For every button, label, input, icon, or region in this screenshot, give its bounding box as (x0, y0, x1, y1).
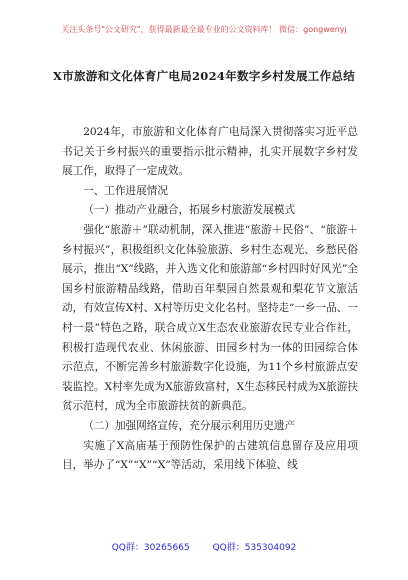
document-title: X市旅游和文化体育广电局2024年数字乡村发展工作总结 (52, 69, 356, 83)
document-body (62, 123, 358, 476)
section-heading-1: 一、工作进展情况 (83, 184, 168, 197)
body-paragraph-2: 实施了X高庙基于预防性保护的古建筑信息留存及应用项目，举办了“X”“X”“X”等活动，采用线下体验、线 (62, 439, 358, 472)
subsection-heading-1: （一）推动产业融合，拓展乡村旅游发展模式 (83, 204, 296, 217)
qq-group-2: QQ群：535304092 (212, 543, 297, 553)
footer (0, 540, 408, 553)
header-note: 关注头条号"公文研究"，获得最新最全最专业的公文资料库！ 微信：gongwenyj (61, 25, 347, 34)
qq-group-1: QQ群：30265665 (111, 543, 190, 553)
intro-paragraph: 2024年，市旅游和文化体育广电局深入贯彻落实习近平总书记关于乡村振兴的重要指示批示精神，扎实开展数字乡村发展工作，取得了一定成效。 (62, 126, 358, 178)
body-paragraph-1: 强化“旅游＋”联动机制，深入推进“旅游＋民俗”、“旅游＋乡村振兴”，积极组织文化体验旅游、乡村生态观光、乡愁民俗展示，推出“X”线路，并入选文化和旅游部“乡村四时好风光”全国乡村旅游精品线路，借助百年梨园自然景观和梨花节文旅活动，有效宣传X村、X村等历史文化名村。坚持走“一乡一品、一村一景”特色之路，联合成立X生态农业旅游农民专业合作社，积极打造现代农业、休闲旅游、田园乡村为一体的田园综合体示范点，不断完善乡村旅游数字化设施，为11个乡村旅游点安装监控。X村率先成为X旅游致富村，X生态移民村成为X旅游扶贫示范村，成为全市旅游扶贫的新典范。 (62, 223, 358, 413)
subsection-heading-2: （二）加强网络宣传，充分展示利用历史遗产 (83, 419, 296, 432)
